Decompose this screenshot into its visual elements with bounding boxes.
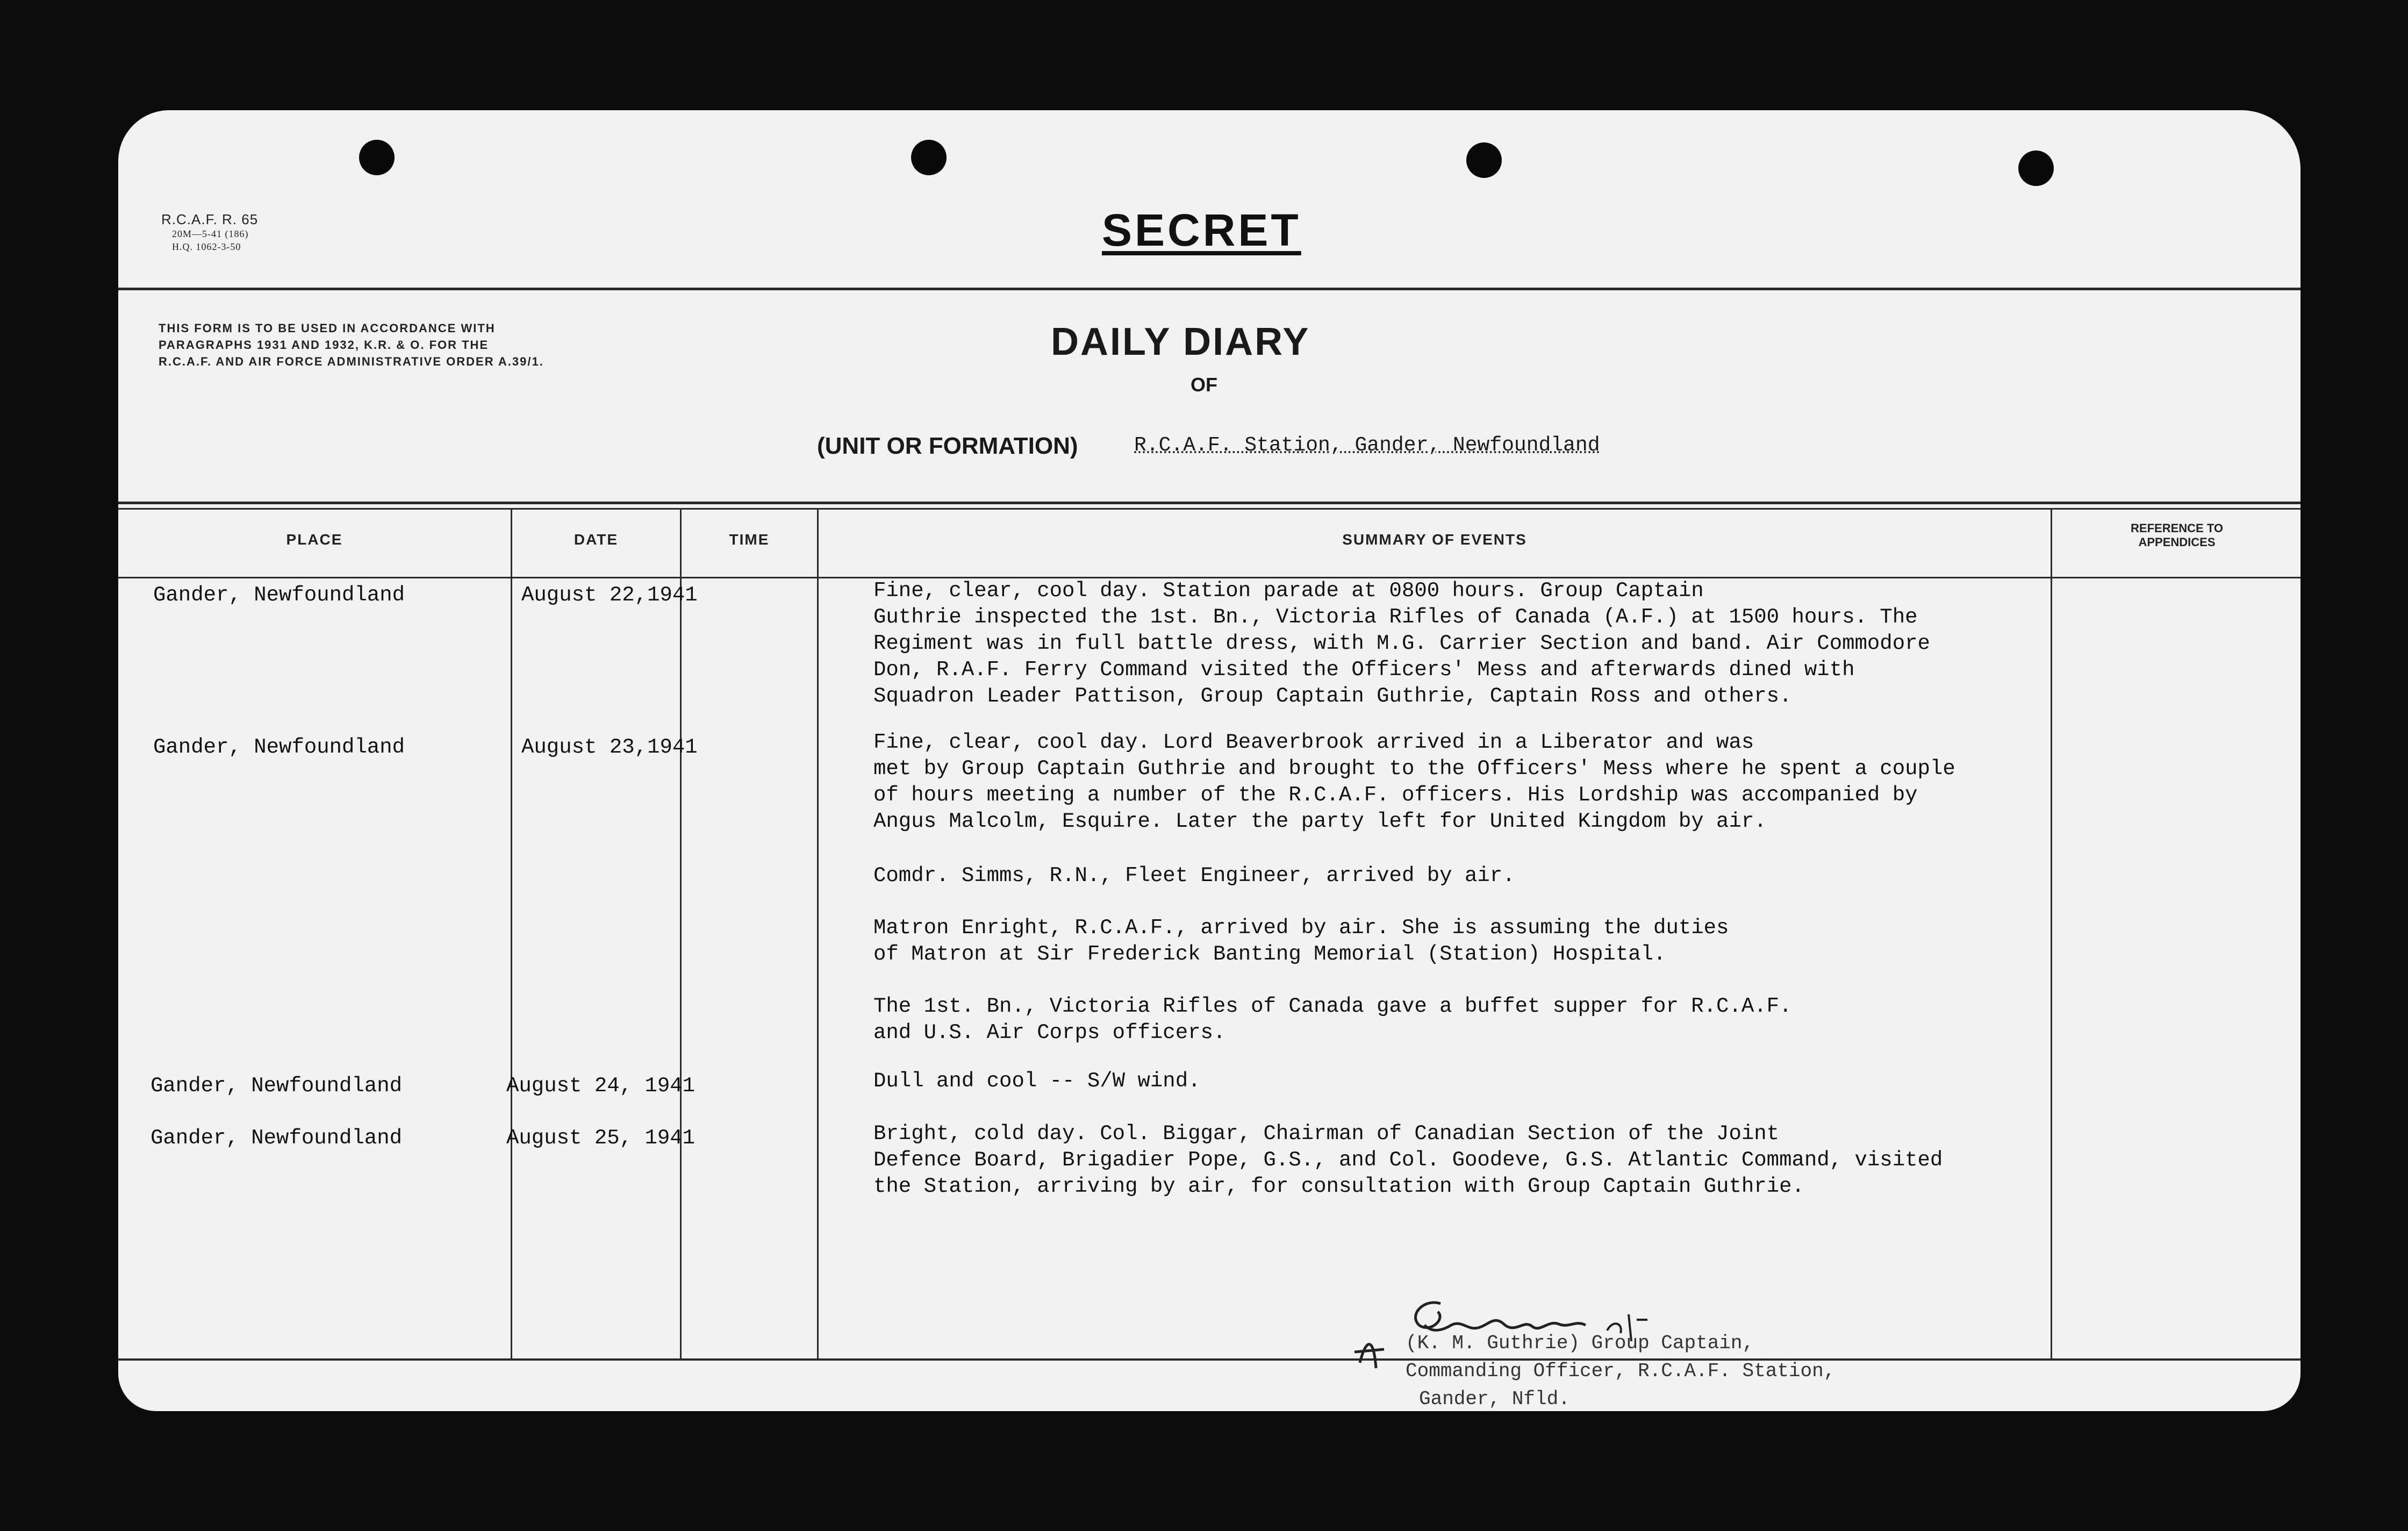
entry-date: August 25, 1941 bbox=[506, 1126, 696, 1150]
signature-name: (K. M. Guthrie) Group Captain, bbox=[1406, 1332, 1754, 1354]
entry-summary: Fine, clear, cool day. Station parade at 0800 hours. Group Captain Guthrie inspected the 1st. Bn., Victoria Rifles of Canada (A.F.) at 1500 hours. The Regiment was in full battle dress, with M.G. Carrier Section and band. Air Commodore Don, R.A.F. Ferry Command visited the Officers' Mess and afterwards dined with Squadron Leader Pattison, Group Captain Guthrie, Captain Ross and others. bbox=[873, 579, 1930, 708]
header-rule bbox=[118, 288, 2300, 290]
entry-summary: Bright, cold day. Col. Biggar, Chairman of Canadian Section of the Joint Defence Board, Brigadier Pope, G.S., and Col. Goodeve, G.S. Atlantic Command, visited the Station, arriving by air, for consultation with Group Captain Guthrie. bbox=[873, 1122, 1943, 1198]
entry-place: Gander, Newfoundland bbox=[150, 1126, 403, 1150]
punch-hole bbox=[2018, 151, 2054, 186]
signature-title: Commanding Officer, R.C.A.F. Station, bbox=[1406, 1360, 1836, 1382]
form-title: DAILY DIARY bbox=[1051, 320, 1310, 363]
column-divider bbox=[2051, 508, 2052, 1360]
column-header-time: TIME bbox=[729, 531, 770, 548]
column-divider bbox=[680, 508, 682, 1360]
table-bottom-rule bbox=[118, 1358, 2300, 1361]
column-divider bbox=[511, 508, 512, 1360]
entry-summary: Matron Enright, R.C.A.F., arrived by air. She is assuming the duties of Matron at Sir Frederick Banting Memorial (Station) Hospital. bbox=[873, 916, 1729, 966]
column-header-place: PLACE bbox=[286, 531, 343, 548]
column-divider bbox=[817, 508, 819, 1360]
table-top-rule-2 bbox=[118, 508, 2300, 510]
punch-hole bbox=[911, 140, 947, 175]
entry-summary: Fine, clear, cool day. Lord Beaverbrook arrived in a Liberator and was met by Group Captain Guthrie and brought to the Officers' Mess where he spent a couple of hours meeting a number of the R.C.A.F. officers. His Lordship was accompanied by Angus Malcolm, Esquire. Later the party left for United Kingdom by air. bbox=[873, 731, 1955, 833]
unit-label: (UNIT OR FORMATION) bbox=[817, 433, 1078, 459]
form-code-line2: 20M—5-41 (186) bbox=[172, 228, 249, 239]
column-header-reference: REFERENCE TO APPENDICES bbox=[2131, 521, 2223, 549]
entry-place: Gander, Newfoundland bbox=[153, 583, 405, 607]
form-instructions: THIS FORM IS TO BE USED IN ACCORDANCE WITH PARAGRAPHS 1931 AND 1932, K.R. & O. FOR THE R.C.A.F. AND AIR FORCE ADMINISTRATIVE ORDER A.39/1. bbox=[159, 321, 544, 368]
entry-place: Gander, Newfoundland bbox=[153, 735, 405, 759]
signature-location: Gander, Nfld. bbox=[1419, 1388, 1570, 1410]
of-label: OF bbox=[1191, 374, 1217, 396]
entry-summary: Comdr. Simms, R.N., Fleet Engineer, arrived by air. bbox=[873, 864, 1515, 888]
entry-summary: The 1st. Bn., Victoria Rifles of Canada gave a buffet supper for R.C.A.F. and U.S. Air Corps officers. bbox=[873, 995, 1792, 1044]
entry-date: August 23,1941 bbox=[521, 735, 698, 759]
punch-hole bbox=[1466, 142, 1502, 178]
form-code-line3: H.Q. 1062-3-50 bbox=[172, 241, 241, 252]
entry-date: August 22,1941 bbox=[521, 583, 698, 607]
diary-form-card bbox=[118, 110, 2300, 1411]
entry-summary: Dull and cool -- S/W wind. bbox=[873, 1069, 1201, 1093]
entry-place: Gander, Newfoundland bbox=[150, 1074, 403, 1098]
punch-hole bbox=[359, 140, 395, 175]
form-code-line1: R.C.A.F. R. 65 bbox=[161, 211, 259, 227]
unit-value: R.C.A.F. Station, Gander, Newfoundland bbox=[1134, 434, 1600, 457]
column-header-date: DATE bbox=[574, 531, 619, 548]
form-code bbox=[161, 211, 258, 253]
column-header-summary: SUMMARY OF EVENTS bbox=[1342, 531, 1527, 548]
classification-heading: SECRET bbox=[1102, 205, 1301, 255]
table-top-rule bbox=[118, 502, 2300, 504]
entry-date: August 24, 1941 bbox=[506, 1074, 696, 1098]
